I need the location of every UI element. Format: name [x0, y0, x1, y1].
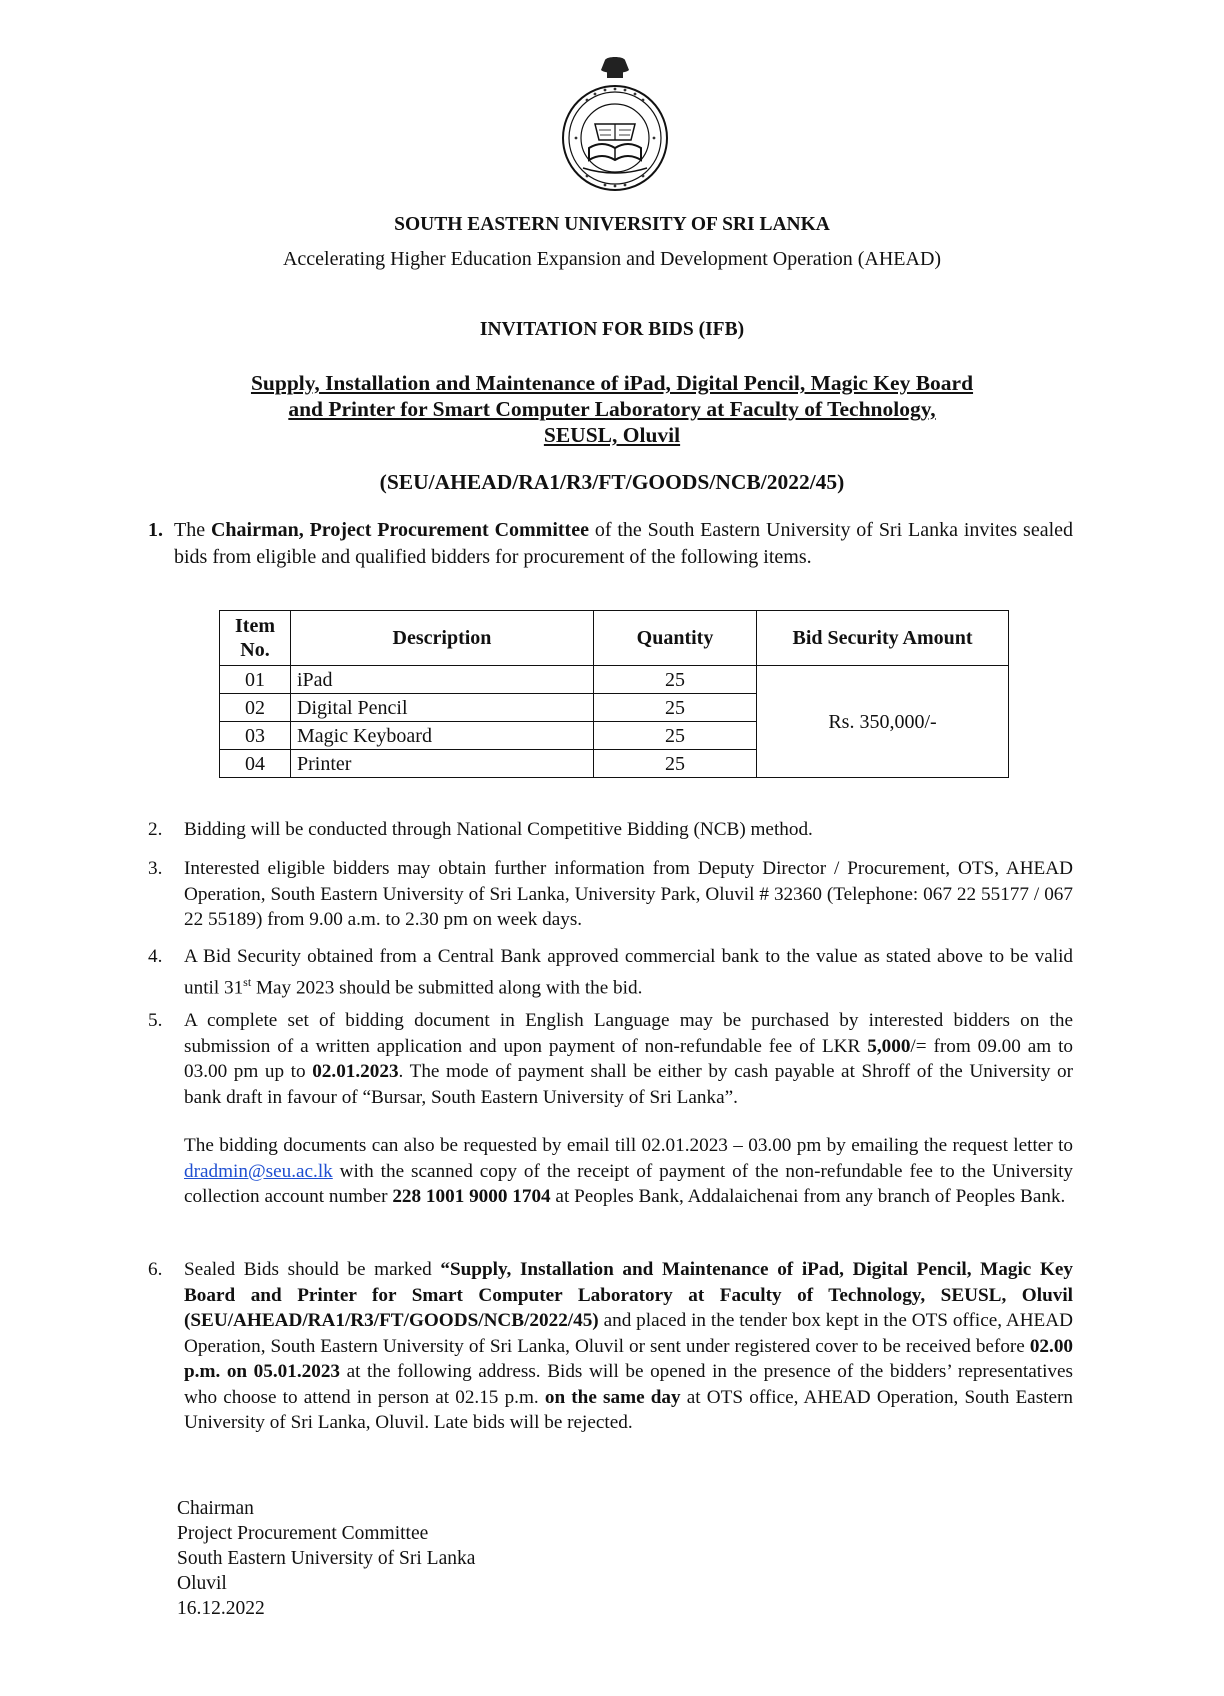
signature-date: 16.12.2022 — [177, 1598, 265, 1619]
paragraph-text: The — [174, 519, 211, 541]
submission-deadline: 02.00 p.m. on 05.01.2023 — [184, 1335, 1073, 1382]
quantity-cell: 25 — [594, 722, 757, 750]
bid-subject — [0, 370, 1224, 448]
paragraph-text: at Peoples Bank, Addalaichenai from any branch of Peoples Bank. — [550, 1186, 1066, 1207]
column-header-bid-security: Bid Security Amount — [757, 611, 1009, 666]
paragraph-number: 5. — [148, 1010, 163, 1031]
paragraph-number: 6. — [148, 1259, 163, 1280]
paragraph-5 — [148, 1008, 1073, 1110]
programme-name: Accelerating Higher Education Expansion and Development Operation (AHEAD) — [282, 248, 942, 270]
paragraph-4 — [148, 944, 1073, 1000]
signature-title: Chairman — [177, 1498, 254, 1519]
paragraph-number: 2. — [148, 819, 163, 840]
paragraph-text: at the following address. Bids will be opened in the presence of the bidders’ representatives who choose to attend in person at 02.15 p.m. — [184, 1361, 1074, 1408]
description-cell: iPad — [291, 666, 594, 694]
table-header-row — [220, 611, 1009, 666]
signature-committee: Project Procurement Committee — [177, 1523, 429, 1544]
paragraph-text: The bidding documents can also be requested by email till 02.01.2023 – 03.00 pm by emailing the request letter to — [184, 1135, 1073, 1156]
ordinal-suffix: st — [243, 974, 252, 989]
column-header-item-no: Item No. — [220, 611, 291, 666]
paragraph-1 — [148, 517, 1073, 571]
description-cell: Printer — [291, 750, 594, 778]
account-number: 228 1001 9000 1704 — [392, 1186, 551, 1207]
paragraph-text: Interested eligible bidders may obtain further information from Deputy Director / Procurement, OTS, AHEAD Operation, South Eastern University of Sri Lanka, University Park, Oluvil # 32360 (Telephone: 067 22 55177 / 067 22 55189) from 9.00 a.m. to 2.30 pm on week days. — [184, 858, 1073, 930]
paragraph-text: May 2023 should be submitted along with the bid. — [251, 976, 643, 998]
paragraph-6 — [148, 1257, 1073, 1436]
university-crest-icon — [559, 56, 671, 198]
paragraph-number: 3. — [148, 858, 163, 879]
item-no-cell: 02 — [220, 694, 291, 722]
paragraph-text: /= from 09.00 am to 03.00 pm up to — [184, 1035, 1073, 1082]
closing-date: 02.01.2023 — [312, 1061, 399, 1082]
item-no-cell: 01 — [220, 666, 291, 694]
items-table — [219, 610, 1009, 778]
column-header-quantity: Quantity — [594, 611, 757, 666]
bid-security-cell: Rs. 350,000/- — [757, 666, 1009, 778]
university-name: SOUTH EASTERN UNIVERSITY OF SRI LANKA — [394, 214, 830, 235]
quantity-cell: 25 — [594, 750, 757, 778]
fee-amount: 5,000 — [867, 1035, 911, 1057]
signature-block — [177, 1496, 475, 1621]
paragraph-5-continued — [148, 1133, 1073, 1210]
reference-number: (SEU/AHEAD/RA1/R3/FT/GOODS/NCB/2022/45) — [379, 470, 845, 494]
column-header-description: Description — [291, 611, 594, 666]
subject-line: and Printer for Smart Computer Laboratory at Faculty of Technology, — [288, 397, 936, 421]
paragraph-text: A Bid Security obtained from a Central Bank approved commercial bank to the value as stated above to be valid until 31 — [184, 946, 1073, 998]
item-no-cell: 03 — [220, 722, 291, 750]
paragraph-text: with the scanned copy of the receipt of payment of the non-refundable fee to the University collection account number — [184, 1160, 1073, 1207]
table-row — [220, 666, 1009, 694]
bid-marking-title: “Supply, Installation and Maintenance of iPad, Digital Pencil, Magic Key Board and Printer for Smart Computer Laboratory at Faculty of Technology, SEUSL, Oluvil (SEU/AHEAD/RA1/R3/FT/GOODS/NCB/2022/45) — [184, 1259, 1073, 1331]
paragraph-text: . The mode of payment shall be either by cash payable at Shroff of the University or bank draft in favour of “Bursar, South Eastern University of Sri Lanka”. — [184, 1061, 1073, 1108]
description-cell: Digital Pencil — [291, 694, 594, 722]
paragraph-text: Bidding will be conducted through National Competitive Bidding (NCB) method. — [184, 819, 813, 840]
paragraph-text: and placed in the tender box kept in the OTS office, AHEAD Operation, South Eastern University of Sri Lanka, Oluvil or sent under registered cover to be received before — [184, 1310, 1073, 1357]
paragraph-3 — [148, 856, 1073, 933]
paragraph-2 — [148, 817, 1073, 843]
committee-name: Chairman, Project Procurement Committee — [210, 519, 589, 541]
paragraph-text: at OTS office, AHEAD Operation, South Eastern University of Sri Lanka, Oluvil. Late bids will be rejected. — [184, 1386, 1073, 1433]
paragraph-text: Sealed Bids should be marked — [184, 1259, 441, 1280]
quantity-cell: 25 — [594, 666, 757, 694]
paragraph-text: A complete set of bidding document in English Language may be purchased by interested bidders on the submission of a written application and upon payment of non-refundable fee of LKR — [184, 1010, 1073, 1057]
quantity-cell: 25 — [594, 694, 757, 722]
description-cell: Magic Keyboard — [291, 722, 594, 750]
item-no-cell: 04 — [220, 750, 291, 778]
subject-line: SEUSL, Oluvil — [543, 423, 681, 447]
subject-line: Supply, Installation and Maintenance of iPad, Digital Pencil, Magic Key Board — [250, 371, 974, 395]
same-day-text: on the same day — [544, 1386, 681, 1408]
signature-university: South Eastern University of Sri Lanka — [177, 1548, 476, 1569]
paragraph-number: 1. — [148, 519, 163, 541]
signature-location: Oluvil — [177, 1573, 227, 1594]
email-link[interactable]: dradmin@seu.ac.lk — [184, 1160, 333, 1182]
paragraph-text: of the South Eastern University of Sri Lanka invites sealed bids from eligible and qualified bidders for procurement of the following items. — [174, 519, 1074, 568]
paragraph-number: 4. — [148, 946, 163, 967]
notice-title: INVITATION FOR BIDS (IFB) — [479, 319, 745, 340]
